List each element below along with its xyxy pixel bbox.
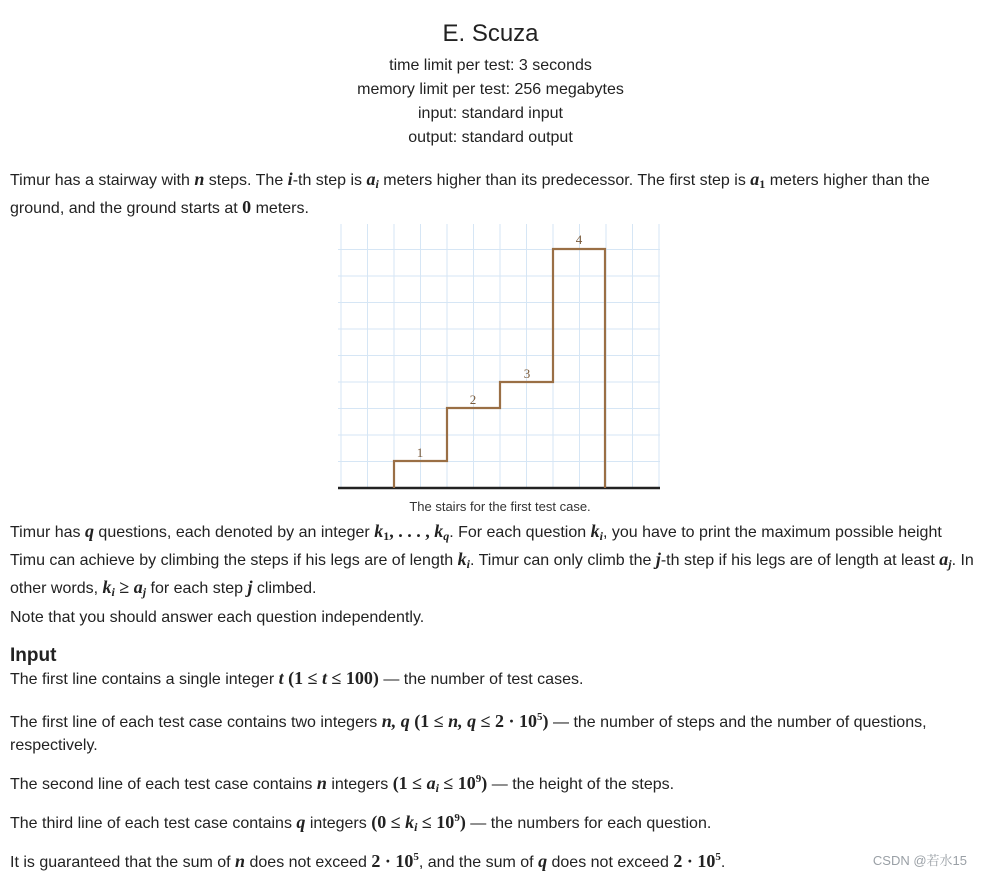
problem-header: [0, 18, 981, 150]
problem-limits: [0, 54, 981, 150]
statement-paragraph-1: Timur has a stairway with n steps. The i-th step is $a_i$ meters higher than its predecessor. The first step is $a_1$ meters higher than the ground, and the ground starts at 0 meters.: [10, 169, 930, 217]
input-paragraph-5: It is guaranteed that the sum of n does not exceed $2 \cdot 10^5$, and the sum of q does not exceed $2 \cdot 10^5$.: [10, 851, 726, 871]
time-limit: time limit per test: 3 seconds: [389, 57, 592, 74]
stairs-figure: [338, 224, 662, 494]
figure-caption: The stairs for the first test case.: [409, 499, 591, 514]
input-paragraph-3: The second line of each test case contains n integers $(1 \le a_i \le 10^9)$ — the height of the steps.: [10, 773, 675, 795]
step-label-3: 3: [523, 366, 531, 381]
math-a-1: a: [750, 169, 760, 189]
csdn-watermark: CSDN @若水15: [872, 853, 967, 868]
figure-grid: [338, 224, 660, 488]
step-label-1: 1: [416, 445, 424, 460]
memory-limit: memory limit per test: 256 megabytes: [357, 81, 624, 98]
input-paragraph-2: The first line of each test case contains two integers n, q (1 ≤ n, $q \le 2 \cdot 10^5$) — the number of steps and the number of questions, respectively.: [10, 711, 927, 754]
output-file: output: standard output: [408, 129, 573, 146]
statement-paragraph-3: Note that you should answer each question independently.: [10, 609, 425, 626]
step-label-4: 4: [575, 232, 583, 247]
input-file: input: standard input: [418, 105, 563, 122]
problem-title: E. Scuza: [442, 20, 539, 47]
math-q: q: [84, 521, 94, 541]
input-paragraph-1: The first line contains a single integer t (1 ≤ t ≤ 100) — the number of test cases.: [10, 668, 584, 688]
math-i: i: [287, 169, 293, 189]
step-label-2: 2: [469, 392, 477, 407]
math-zero: 0: [242, 197, 252, 217]
input-heading: Input: [10, 645, 57, 666]
statement-paragraph-2: Timur has q questions, each denoted by an integer $k_1$, . . . , $k_q$. For each question $k_i$, you have to print the maximum possible height Timu can achieve by climbing the steps if his legs are of length $k_i$. Timur can only climb the j-th step if his legs are of length at least $a_j$. In other words, $k_i \ge a_j$ for each step j climbed.: [10, 521, 974, 599]
math-a-i: a: [366, 169, 376, 189]
input-paragraph-4: The third line of each test case contains q integers $(0 \le k_i \le 10^9)$ — the numbers for each question.: [10, 812, 712, 834]
math-n: n: [194, 169, 205, 189]
